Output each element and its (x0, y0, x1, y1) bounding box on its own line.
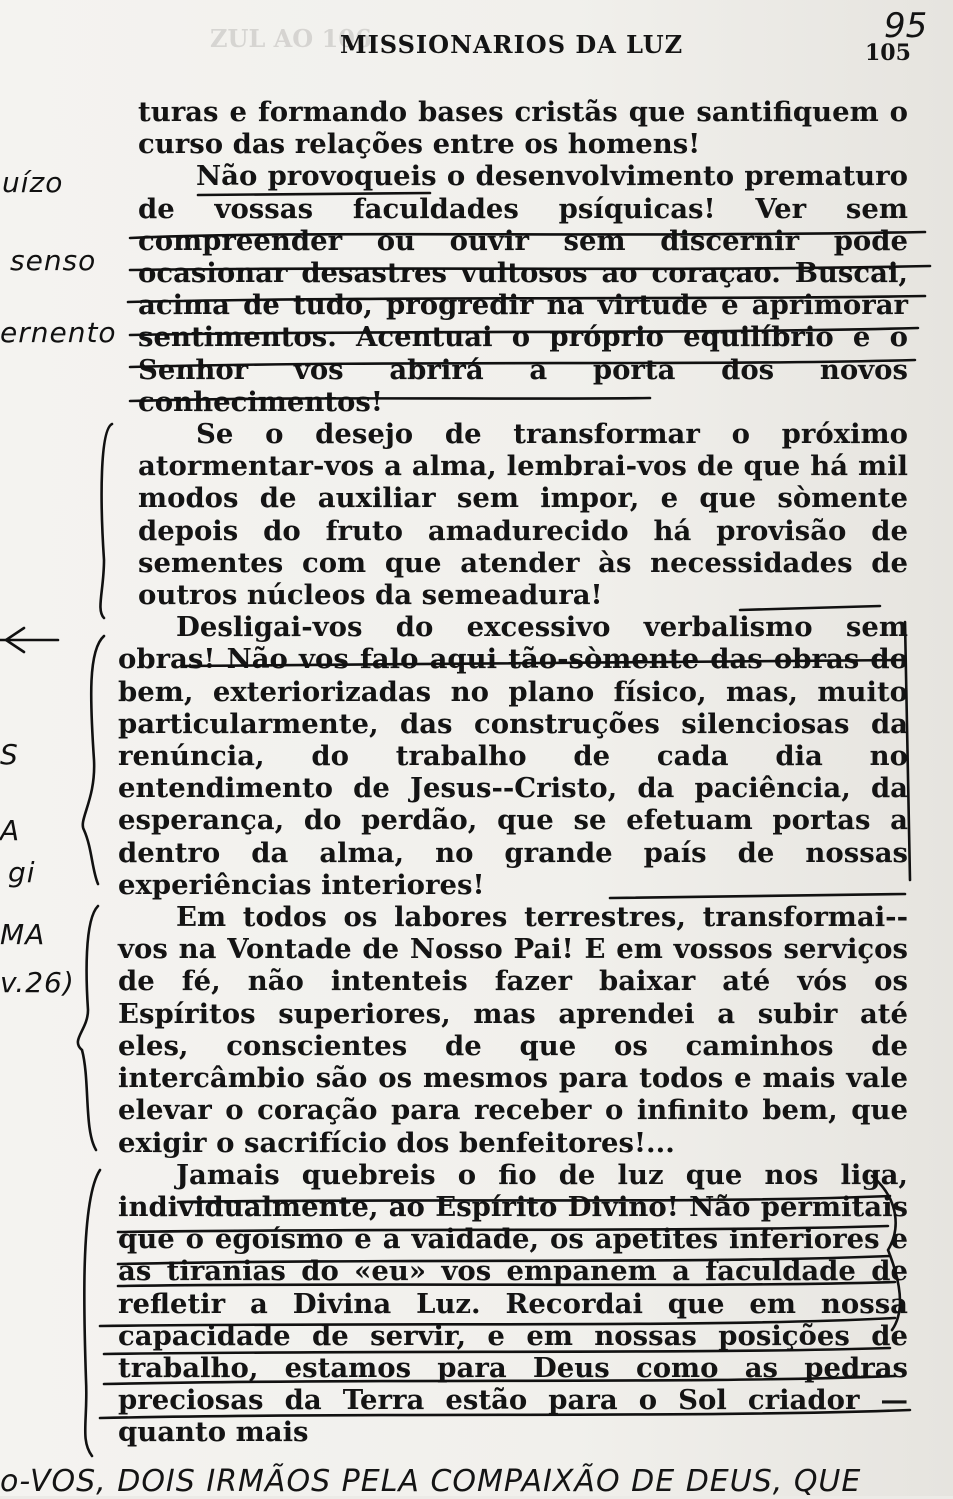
bleed-through-header: ZUL AO 106 (210, 24, 372, 53)
handwritten-corner-number: 95 (884, 6, 928, 46)
bracket-mark (84, 1170, 100, 1456)
bracket-mark (83, 636, 104, 884)
handwritten-bottom-note: o-VOS, DOIS IRMÃOS PELA COMPAIXÃO DE DEUS, QUE (0, 1464, 862, 1499)
paragraph-2: Não provoqueis o desenvolvimento prematuro de vossas faculdades psíquicas! Ver sem compreender ou ouvir sem discernir pode ocasionar desastres vultosos ao coraçao. Buscai, acima de tudo, progredir na virtude e aprimorar sentimentos. Acentuai o próprio equilíbrio e o Senhor vos abrirá a porta dos novos conhecimentos! (138, 160, 908, 418)
margin-note-6: gi (8, 856, 36, 889)
bracket-mark (100, 424, 112, 618)
bracket-mark (78, 906, 98, 1150)
book-title: MISSIONARIOS DA LUZ (340, 30, 684, 59)
paragraph-1: turas e formando bases cristãs que santifiquem o curso das relações entre os homens! (138, 96, 908, 161)
margin-note-4: S (0, 738, 19, 771)
paragraph-6: Jamais quebreis o fio de luz que nos liga, individualmente, ao Espírito Divino! Não permitais que o egoísmo e a vaidade, os apetites inferiores e as tiranias do «eu» vos empanem a faculdade de refletir a Divina Luz. Recordai que em nossa capacidade de servir, e em nossas posições de trabalho, estamos para Deus como as pedras preciosas da Terra estão para o Sol criador — quanto mais (118, 1158, 908, 1449)
paragraph-4: Desligai-vos do excessivo verbalismo sem obras! Não vos falo aqui tão-sòmente das obras do bem, exteriorizadas no plano físico, mas, muito particularmente, das construções silenciosas da renúncia, do trabalho de cada dia no entendimento de Jesus--Cristo, da paciência, da esperança, do perdão, que se efetuam portas a dentro da alma, no grande país de nossas experiências interiores! (118, 611, 908, 901)
page-number: 105 (865, 40, 911, 66)
paragraph-3: Se o desejo de transformar o próximo atormentar-vos a alma, lembrai-vos de que há mil modos de auxiliar sem impor, e que sòmente depois do fruto amadurecido há provisão de sementes com que atender às necessidades de outros núcleos da semeadura! (138, 418, 908, 612)
paragraph-5: Em todos os labores terrestres, transformai--vos na Vontade de Nosso Pai! E em vossos serviços de fé, não intenteis fazer baixar até vós os Espíritos superiores, mas aprendei a subir até eles, conscientes de que os caminhos de intercâmbio são os mesmos para todos e mais vale elevar o coração para receber o infinito bem, que exigir o sacrifício dos benfeitores!... (118, 901, 908, 1159)
margin-note-5: A (0, 814, 21, 847)
margin-note-2: senso (10, 244, 97, 277)
page-header (0, 6, 953, 66)
arrow-mark (6, 628, 24, 652)
margin-note-8: v.26) (0, 966, 75, 999)
body-text (118, 96, 908, 1449)
margin-note-3: ernento (0, 316, 117, 349)
margin-note-1: uízo (2, 166, 64, 199)
margin-note-7: MA (0, 918, 46, 951)
